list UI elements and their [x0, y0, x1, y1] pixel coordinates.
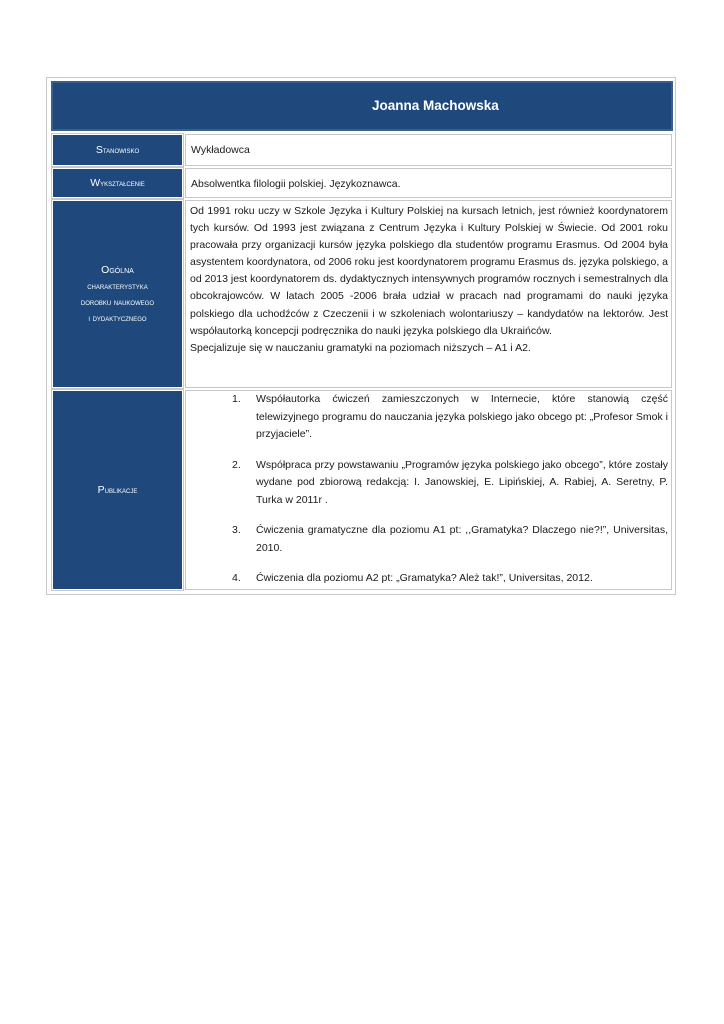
education-label-cell	[52, 168, 183, 198]
list-item: 2. Współpraca przy powstawaniu „Programów języka polskiego jako obcego”, które zostały wydane pod zbiorową redakcją: I. Janowskiej, E. Lipińskiej, A. Rabiej, A. Seretny, P. Turka w 2011r .	[232, 458, 668, 506]
position-value-cell	[185, 134, 672, 166]
general-label: Ogólna charakterystyka dorobku naukowego i dydaktycznego	[80, 264, 155, 323]
publications-label-cell	[52, 390, 183, 590]
education-label: Wykształcenie	[90, 177, 145, 189]
general-description	[190, 203, 668, 357]
position-value: Wykładowca	[191, 144, 250, 156]
header-bar	[51, 81, 673, 131]
position-label-cell	[52, 134, 183, 166]
education-value: Absolwentka filologii polskiej. Językoznawca.	[191, 178, 401, 190]
position-label: Stanowisko	[95, 144, 140, 156]
bio-paragraph: Od 1991 roku uczy w Szkole Języka i Kultury Polskiej na kursach letnich, jest również koordynatorem tych kursów. Od 1993 jest związana z Centrum Języka i Kultury Polskiej w Świecie. Od 2001 roku pracowała przy organizacji kursów języka polskiego dla studentów programu Erasmus. Od 2004 była asystentem koordynatora, od 2006 roku jest koordynatorem programu Erasmus ds. języka polskiego, a od 2013 jest koordynatorem ds. dydaktycznych intensywnych programów rocznych i semestralnych dla obcokrajowców. W latach 2005 -2006 brała udział w pracach nad programami do nauki języka polskiego dla uchodźców z Czeczenii i w szkoleniach wolontariuszy – kandydatów na lektorów. Jest współautorką koncepcji podręcznika do nauki języka polskiego dla Ukraińców.	[190, 205, 668, 337]
education-value-cell	[185, 168, 672, 198]
list-item: 3. Ćwiczenia gramatyczne dla poziomu A1 pt: ,,Gramatyka? Dlaczego nie?!”, Universitas, 2010.	[232, 524, 668, 554]
bio-specialization: Specjalizuje się w nauczaniu gramatyki na poziomach niższych – A1 i A2.	[190, 341, 531, 354]
list-item: 1. Współautorka ćwiczeń zamieszczonych w Internecie, które stanowią część telewizyjnego programu do nauczania języka polskiego jako obcego pt: „Profesor Smok i przyjaciele”.	[232, 393, 668, 440]
publications-list	[190, 391, 668, 601]
general-label-cell	[52, 200, 183, 388]
person-name: Joanna Machowska	[372, 98, 499, 113]
list-item: 4. Ćwiczenia dla poziomu A2 pt: „Gramatyka? Ależ tak!”, Universitas, 2012.	[232, 572, 593, 584]
publications-label: Publikacje	[97, 484, 138, 496]
